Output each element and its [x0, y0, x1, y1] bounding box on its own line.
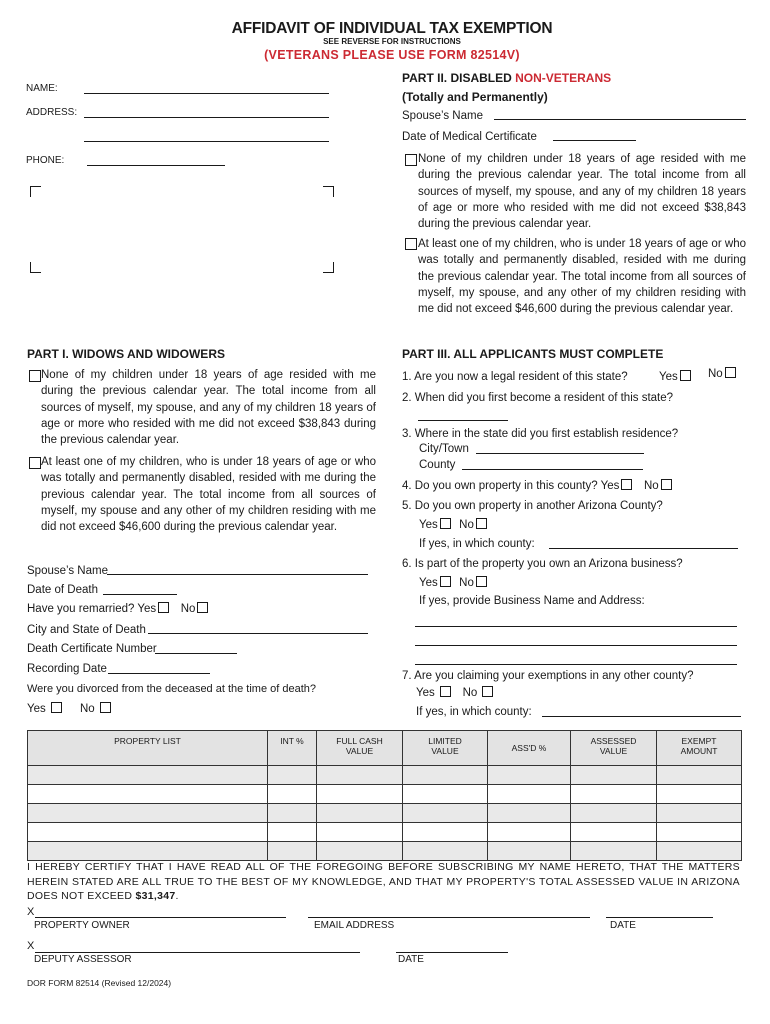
- form-title: AFFIDAVIT OF INDIVIDUAL TAX EXEMPTION: [231, 20, 553, 37]
- death-place-field[interactable]: [148, 622, 368, 634]
- remarried-question: Have you remarried? Yes No: [27, 601, 210, 618]
- q7-no-checkbox[interactable]: [482, 686, 493, 697]
- q7-county-field[interactable]: [542, 705, 741, 717]
- q4-no-checkbox[interactable]: [661, 479, 672, 490]
- death-cert-field[interactable]: [155, 642, 237, 654]
- divorced-no-checkbox[interactable]: [100, 702, 111, 713]
- owner-date-label: DATE: [610, 920, 636, 931]
- deputy-signature-field[interactable]: [35, 941, 360, 953]
- name-label: NAME:: [26, 83, 58, 94]
- remarried-yes-checkbox[interactable]: [158, 602, 169, 613]
- q6-yes-checkbox[interactable]: [440, 576, 451, 587]
- part2-subheading: (Totally and Permanently): [402, 90, 548, 104]
- header-assessed-value: ASSESSED VALUE: [571, 731, 657, 766]
- part1-option2-checkbox[interactable]: [29, 457, 41, 469]
- form-subtitle: SEE REVERSE FOR INSTRUCTIONS: [323, 37, 461, 46]
- divorced-question: Were you divorced from the deceased at the time of death?: [27, 683, 317, 695]
- q6-options: Yes No: [419, 575, 489, 592]
- q6-no-checkbox[interactable]: [476, 576, 487, 587]
- part2-heading: PART II. DISABLED NON-VETERANS: [402, 71, 612, 85]
- deputy-date-label: DATE: [398, 954, 424, 965]
- divorced-options: Yes No: [27, 701, 113, 718]
- email-field[interactable]: [308, 906, 590, 918]
- corner-mark-top-right: [323, 186, 334, 197]
- death-date-field[interactable]: [103, 583, 177, 595]
- death-date-label: Date of Death: [27, 584, 98, 596]
- name-field[interactable]: [84, 82, 329, 94]
- q5-county-label: If yes, in which county:: [419, 538, 535, 550]
- part2-option2-text: At least one of my children, who is under 18 years of age or who was totally and permanently disabled, resided with me during the previous calendar year. The total income from all sources of myself, my spouse, and any other of my children residing with me did not exceed $46,600 during the previous calendar year.: [418, 238, 746, 316]
- deputy-signature-label: DEPUTY ASSESSOR: [34, 954, 132, 965]
- death-cert-label: Death Certificate Number: [27, 643, 157, 655]
- property-table: [27, 730, 742, 861]
- address-field-line1[interactable]: [84, 106, 329, 118]
- part2-option2-checkbox[interactable]: [405, 238, 417, 250]
- recording-date-label: Recording Date: [27, 663, 107, 675]
- table-row: [28, 766, 742, 785]
- q1-text: 1. Are you now a legal resident of this state?: [402, 371, 628, 383]
- part1-heading: PART I. WIDOWS AND WIDOWERS: [27, 347, 225, 361]
- part2-option1-text: None of my children under 18 years of age resided with me during the previous calendar year. The total income from all sources of myself, my spouse, and any of my children 18 years of age or more who resided with me did not exceed $38,843 during the previous calendar year.: [418, 153, 746, 231]
- property-table-header: [28, 731, 742, 766]
- q7-county-label: If yes, in which county:: [416, 706, 532, 718]
- owner-signature-field[interactable]: [35, 906, 286, 918]
- deputy-date-field[interactable]: [396, 941, 508, 953]
- part2-spouse-label: Spouse’s Name: [402, 110, 483, 122]
- address-label: ADDRESS:: [26, 107, 78, 118]
- veterans-note: (VETERANS PLEASE USE FORM 82514V): [264, 48, 520, 62]
- q7-text: 7. Are you claiming your exemptions in any other county?: [402, 670, 694, 682]
- business-field-line2[interactable]: [415, 634, 737, 646]
- part3-heading: PART III. ALL APPLICANTS MUST COMPLETE: [402, 347, 664, 361]
- part1-spouse-field[interactable]: [107, 563, 368, 575]
- q1-no-checkbox[interactable]: [725, 367, 736, 378]
- q2-text: 2. When did you first become a resident of this state?: [402, 392, 674, 404]
- remarried-no-checkbox[interactable]: [197, 602, 208, 613]
- business-field-line3[interactable]: [415, 653, 737, 665]
- q3-text: 3. Where in the state did you first establish residence?: [402, 428, 679, 440]
- part1-spouse-label: Spouse’s Name: [27, 565, 108, 577]
- q5-county-field[interactable]: [549, 537, 738, 549]
- business-label: If yes, provide Business Name and Address:: [419, 595, 645, 607]
- corner-mark-bottom-right: [323, 262, 334, 273]
- corner-mark-bottom-left: [30, 262, 41, 273]
- q2-field[interactable]: [418, 409, 508, 421]
- header-exempt-amount: EXEMPT AMOUNT: [657, 731, 742, 766]
- part2-spouse-field[interactable]: [494, 108, 746, 120]
- certification-statement: I HEREBY CERTIFY THAT I HAVE READ ALL OF THE FOREGOING BEFORE SUBSCRIBING MY NAME HERETO, THAT THE MATTERS HEREIN STATED ARE ALL TRUE TO THE BEST OF MY KNOWLEDGE, AND THAT MY PROPERTY'S TOTAL ASSESSED VALUE IN ARIZONA DOES NOT EXCEED $31,347.: [27, 861, 740, 902]
- assessed-limit-amount: $31,347: [135, 890, 176, 902]
- phone-field[interactable]: [87, 154, 225, 166]
- owner-date-field[interactable]: [606, 906, 713, 918]
- owner-x-mark: X: [27, 906, 35, 918]
- recording-date-field[interactable]: [108, 662, 210, 674]
- part1-option2-text: At least one of my children, who is under 18 years of age or who was totally and permanently disabled, resided with me during the previous calendar year. The total income from all sources of myself, my spouse and any other of my children residing with me did not exceed $46,600 during the previous calendar year.: [41, 456, 376, 534]
- city-label: City/Town: [419, 443, 469, 455]
- county-label: County: [419, 459, 456, 471]
- header-full-cash-value: FULL CASH VALUE: [317, 731, 403, 766]
- med-cert-field[interactable]: [553, 129, 636, 141]
- med-cert-label: Date of Medical Certificate: [402, 131, 537, 143]
- address-field-line2[interactable]: [84, 130, 329, 142]
- header-property-list: PROPERTY LIST: [28, 731, 268, 766]
- part1-option1-text: None of my children under 18 years of age resided with me during the previous calendar year. The total income from all sources of myself, my spouse, and any of my children 18 years of age or more who resided with me did not exceed $38,843 during the previous calendar year.: [41, 369, 376, 447]
- divorced-yes-checkbox[interactable]: [51, 702, 62, 713]
- q1-no: No: [708, 366, 738, 383]
- q1-yes: Yes: [659, 369, 693, 386]
- q4-yes-checkbox[interactable]: [621, 479, 632, 490]
- q7-yes-checkbox[interactable]: [440, 686, 451, 697]
- q5-options: Yes No: [419, 517, 489, 534]
- email-label: EMAIL ADDRESS: [314, 920, 395, 931]
- phone-label: PHONE:: [26, 155, 65, 166]
- q4-text: 4. Do you own property in this county? Yes No: [402, 478, 674, 495]
- deputy-x-mark: X: [27, 940, 35, 952]
- table-row: [28, 804, 742, 823]
- q7-options: Yes No: [416, 685, 495, 702]
- county-field[interactable]: [462, 458, 643, 470]
- part1-option1-checkbox[interactable]: [29, 370, 41, 382]
- table-row: [28, 785, 742, 804]
- form-id: DOR FORM 82514 (Revised 12/2024): [27, 978, 172, 988]
- header-int-pct: INT %: [268, 731, 317, 766]
- city-field[interactable]: [476, 442, 644, 454]
- header-assd-pct: ASS'D %: [488, 731, 571, 766]
- q5-yes-checkbox[interactable]: [440, 518, 451, 529]
- part2-heading-highlight: NON-VETERANS: [515, 71, 612, 85]
- q5-text: 5. Do you own property in another Arizona County?: [402, 500, 663, 512]
- owner-signature-label: PROPERTY OWNER: [34, 920, 130, 931]
- table-row: [28, 842, 742, 861]
- header-limited-value: LIMITED VALUE: [403, 731, 488, 766]
- q5-no-checkbox[interactable]: [476, 518, 487, 529]
- q6-text: 6. Is part of the property you own an Arizona business?: [402, 558, 683, 570]
- corner-mark-top-left: [30, 186, 41, 197]
- death-place-label: City and State of Death: [27, 624, 146, 636]
- part2-option1-checkbox[interactable]: [405, 154, 417, 166]
- table-row: [28, 823, 742, 842]
- q1-yes-checkbox[interactable]: [680, 370, 691, 381]
- business-field-line1[interactable]: [415, 615, 737, 627]
